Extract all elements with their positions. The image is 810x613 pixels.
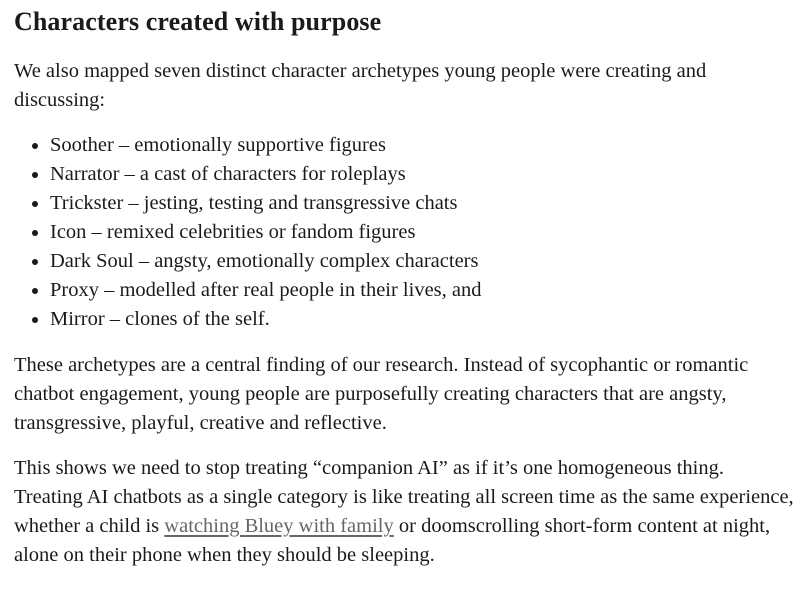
findings-paragraph: These archetypes are a central finding of our research. Instead of sycophantic or romantic chatbot engagement, young people are purposefully creating characters that are angsty, transgressive, playful, creative and reflective. [14,354,749,434]
screen-time-paragraph [14,454,796,570]
paragraph-text-after-link: or doomscrolling short-form content at night, alone on their phone when they should be sleeping. [14,515,771,566]
bluey-link[interactable]: watching Bluey with family [164,515,394,537]
archetype-list [14,131,796,334]
section-heading: Characters created with purpose [14,7,382,36]
list-item-soother: • Soother – emotionally supportive figures [50,131,796,160]
list-item-narrator: • Narrator – a cast of characters for roleplays [50,160,796,189]
list-item-trickster: • Trickster – jesting, testing and transgressive chats [50,189,796,218]
intro-paragraph: We also mapped seven distinct character archetypes young people were creating and discussing: [14,60,707,111]
list-item-mirror: • Mirror – clones of the self. [50,305,796,334]
list-item-icon: • Icon – remixed celebrities or fandom figures [50,218,796,247]
list-item-proxy: • Proxy – modelled after real people in their lives, and [50,276,796,305]
paragraph-text-before-link: This shows we need to stop treating “companion AI” as if it’s one homogeneous thing. Treating AI chatbots as a single category is like treating all screen time as the same experience, whether a child is [14,457,794,537]
list-item-dark-soul: • Dark Soul – angsty, emotionally complex characters [50,247,796,276]
